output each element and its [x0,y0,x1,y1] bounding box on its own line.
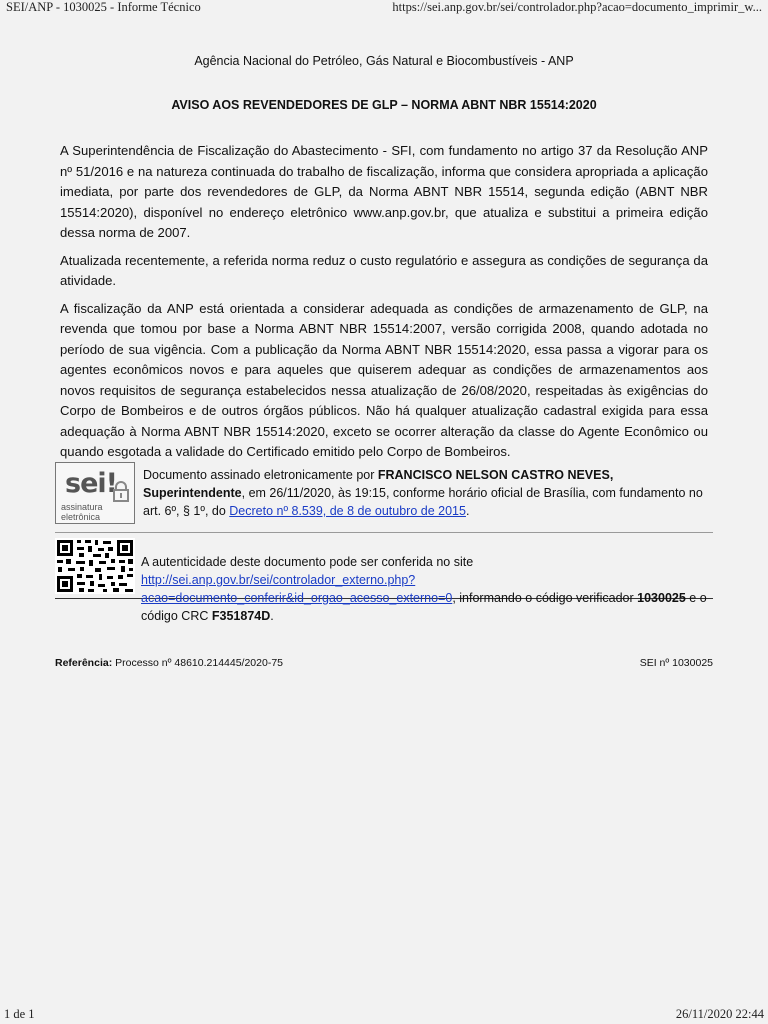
paragraph: A fiscalização da ANP está orientada a considerar adequada as condições de armazenamento de GLP, na revenda que tomou por base a Norma ABNT NBR 15514:2007, versão corrigida 2008, quando adotada no período de sua vigência. Com a publicação da Norma ABNT NBR 15514:2020, essa passa a vigorar para os agentes econômicos novos e para aqueles que quiserem adequar as condições de armazenamentos aos novos requisitos de segurança estabelecidos nessa atualização de 26/08/2020, respeitadas às exigências do Corpo de Bombeiros e de outros órgãos públicos. Não há qualquer atualização cadastral exigida para essa adequação à Norma ABNT NBR 15514:2020, exceto se ocorrer alteração da classe do Agente Econômico ou quando esgotada a validade do Certificado emitido pelo Corpo de Bombeiros. [60,300,708,459]
organization-name: Agência Nacional do Petróleo, Gás Natural e Biocombustíveis - ANP [194,54,574,68]
print-header-url: https://sei.anp.gov.br/sei/controlador.php?acao=documento_imprimir_w... [392,0,762,14]
signature-block [55,462,713,533]
seal-word: sei! [65,468,117,499]
signature-intro: Documento assinado eletronicamente por [143,468,378,482]
document-title: AVISO AOS REVENDEDORES DE GLP – NORMA ABNT NBR 15514:2020 [171,98,597,112]
print-footer-page: 1 de 1 [4,1007,35,1021]
reference-value: Processo nº 48610.214445/2020-75 [112,657,284,669]
authenticity-and: e o código CRC [141,591,707,623]
reference-line [55,657,283,669]
qr-code-icon [55,538,135,594]
sei-seal [55,462,135,524]
paragraph: Atualizada recentemente, a referida norma reduz o custo regulatório e assegura as condições de segurança da atividade. [60,252,708,288]
signer-name: FRANCISCO NELSON CASTRO NEVES, Superintendente [143,468,614,500]
verifier-code: 1030025 [637,591,686,605]
lock-icon [113,481,129,508]
authenticity-end: . [270,609,274,623]
print-footer-datetime: 26/11/2020 22:44 [675,1007,764,1021]
signature-details: , em 26/11/2020, às 19:15, conforme horário oficial de Brasília, com fundamento no art. 6º, § 1º, do [143,486,703,518]
print-header-title: SEI/ANP - 1030025 - Informe Técnico [6,0,201,14]
document-body [60,141,708,470]
seal-subtitle: assinatura eletrônica [61,502,103,522]
reference-label: Referência: [55,657,113,669]
sei-number: SEI nº 1030025 [639,657,713,669]
crc-code: F351874D [211,609,271,623]
authenticity-text [141,553,721,625]
verification-link[interactable]: http://sei.anp.gov.br/sei/controlador_externo.php?acao=documento_conferir&id_orgao_acesso_externo=0 [141,573,453,605]
signature-end: . [465,504,470,518]
authenticity-intro: A autenticidade deste documento pode ser conferida no site [141,555,474,569]
decree-link[interactable]: Decreto nº 8.539, de 8 de outubro de 2015 [229,504,466,518]
signature-text [143,466,713,520]
authenticity-block [55,536,713,623]
authenticity-middle: , informando o código verificador [452,591,638,605]
paragraph: A Superintendência de Fiscalização do Abastecimento - SFI, com fundamento no artigo 37 da Resolução ANP nº 51/2016 e na natureza continuada do trabalho de fiscalização, informa que considera apropriada a aplicação imediata, por parte dos revendedores de GLP, da Norma ABNT NBR 15514, segunda edição (ABNT NBR 15514:2020), disponível no endereço eletrônico www.anp.gov.br, que atualiza e substitui a primeira edição dessa norma de 2007. [60,143,708,240]
